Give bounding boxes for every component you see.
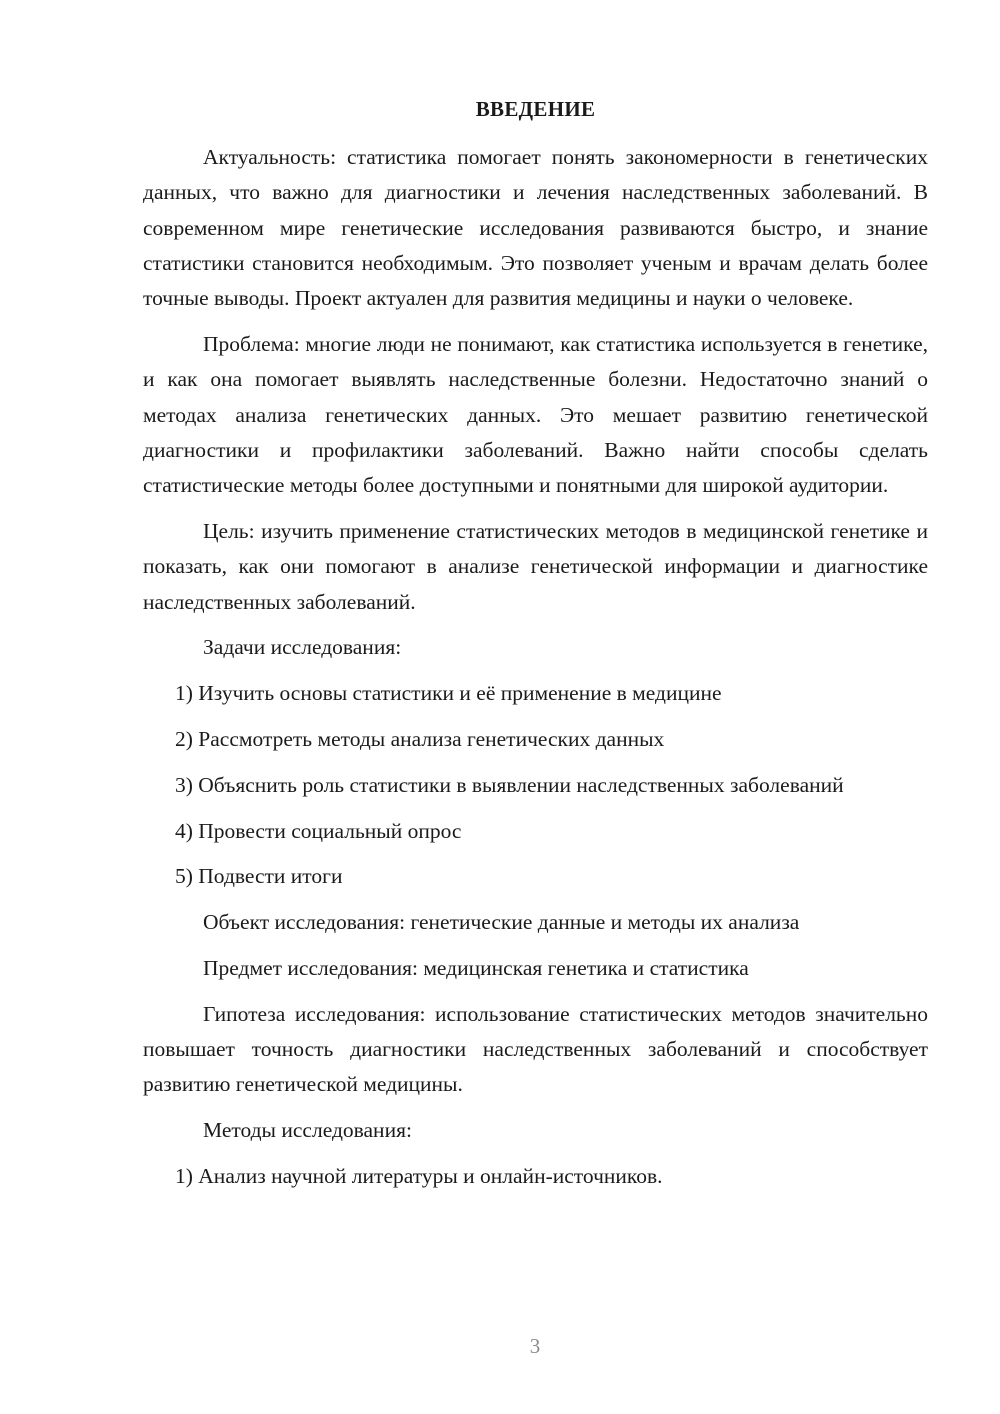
page-number: 3 xyxy=(529,1334,541,1358)
methods-title: Методы исследования: xyxy=(203,1118,412,1143)
task-item-1: 1) Изучить основы статистики и её применение в медицине xyxy=(175,681,722,706)
task-item-3: 3) Объяснить роль статистики в выявлении наследственных заболеваний xyxy=(175,772,844,797)
task-item-5: 5) Подвести итоги xyxy=(175,864,343,889)
subject-paragraph: Предмет исследования: медицинская генетика и статистика xyxy=(203,955,749,980)
section-heading: ВВЕДЕНИЕ xyxy=(475,97,596,121)
task-item-4: 4) Провести социальный опрос xyxy=(175,818,462,843)
page-content xyxy=(143,92,928,1205)
task-item-2: 2) Рассмотреть методы анализа генетических данных xyxy=(175,726,665,751)
problem-paragraph: Проблема: многие люди не понимают, как статистика используется в генетике, и как она помогает выявлять наследственные болезни. Недостаточно знаний о методах анализа генетических данных. Это мешает развитию генетической диагностики и профилактики заболеваний. Важно найти способы сделать статистические методы более доступными и понятными для широкой аудитории. xyxy=(143,331,928,498)
goal-paragraph: Цель: изучить применение статистических методов в медицинской генетике и показать, как они помогают в анализе генетической информации и диагностике наследственных заболеваний. xyxy=(143,518,928,614)
tasks-title: Задачи исследования: xyxy=(203,635,402,660)
relevance-paragraph: Актуальность: статистика помогает понять закономерности в генетических данных, что важно для диагностики и лечения наследственных заболеваний. В современном мире генетические исследования развиваются быстро, и знание статистики становится необходимым. Это позволяет ученым и врачам делать более точные выводы. Проект актуален для развития медицины и науки о человеке. xyxy=(143,145,928,311)
hypothesis-paragraph: Гипотеза исследования: использование статистических методов значительно повышает точность диагностики наследственных заболеваний и способствует развитию генетической медицины. xyxy=(143,1001,928,1097)
object-paragraph: Объект исследования: генетические данные и методы их анализа xyxy=(203,910,800,935)
method-item-1: 1) Анализ научной литературы и онлайн-источников. xyxy=(175,1163,663,1188)
